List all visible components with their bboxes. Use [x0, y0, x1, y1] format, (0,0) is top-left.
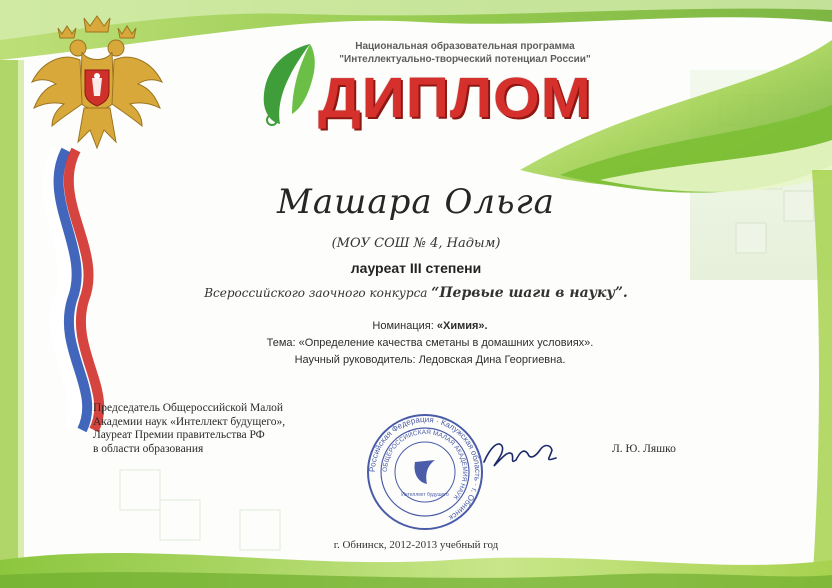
contest-name: “Первые шаги в науку”.	[431, 285, 628, 301]
nomination-value: «Химия».	[436, 320, 488, 332]
chair-line-2: Академии наук «Интеллект будущего»,	[93, 415, 286, 428]
chair-line-4: в области образования	[93, 442, 204, 455]
stamp-leaf-icon	[415, 460, 436, 484]
chair-line-1: Председатель Общероссийской Малой	[93, 402, 284, 414]
topic-line: Тема: «Определение качества сметаны в домашних условиях».	[266, 337, 594, 349]
official-stamp	[365, 412, 485, 532]
program-caption	[290, 40, 640, 66]
contest-prefix: Всероссийского заочного конкурса	[204, 286, 428, 300]
nomination-label: Номинация:	[372, 320, 434, 332]
contest-line	[0, 285, 832, 301]
recipient-school: (МОУ СОШ № 4, Надым)	[331, 236, 501, 251]
stamp-center-text: Интеллект будущего	[401, 492, 449, 498]
chairman-caption	[93, 402, 285, 456]
signer-name: Л. Ю. Ляшко	[612, 443, 676, 455]
recipient-name: Машара Ольга	[277, 182, 555, 222]
stamp-outer-text: Российская Федерация · Калужская область · г. Обнинск	[367, 414, 483, 523]
laureate-degree: лауреат III степени	[350, 260, 482, 276]
program-line-2: "Интеллектуально-творческий потенциал России"	[339, 54, 591, 65]
handwritten-signature	[480, 432, 560, 476]
nomination-line	[180, 320, 680, 332]
place-and-year: г. Обнинск, 2012-2013 учебный год	[333, 539, 499, 551]
chair-line-3: Лауреат Премии правительства РФ	[93, 429, 265, 441]
supervisor-line: Научный руководитель: Ледовская Дина Георгиевна.	[294, 354, 566, 366]
coat-of-arms-icon	[22, 12, 172, 162]
program-line-1: Национальная образовательная программа	[355, 41, 575, 52]
stamp-inner-text: ОБЩЕРОССИЙСКАЯ МАЛАЯ АКАДЕМИЯ НАУК	[381, 428, 469, 501]
diploma-title: ДИПЛОМ	[318, 65, 592, 130]
